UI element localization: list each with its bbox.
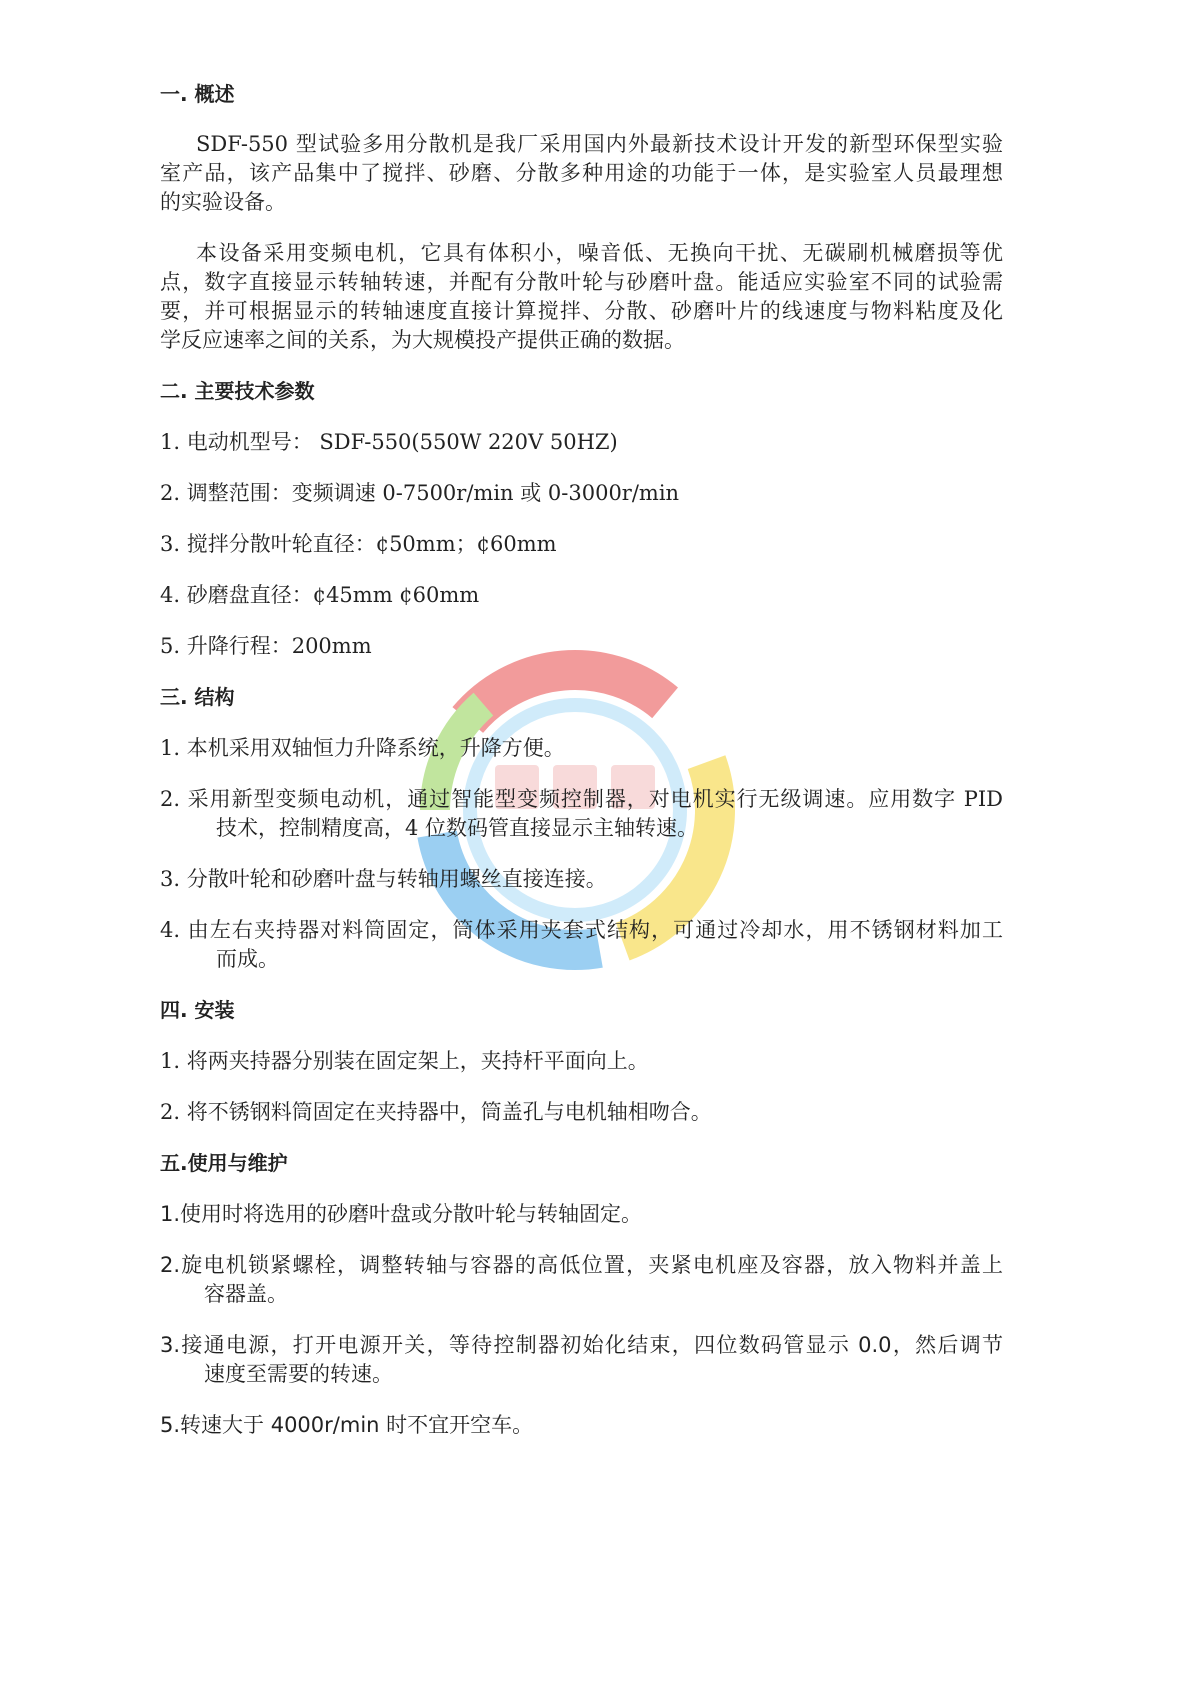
section-heading-install: 四. 安装 — [160, 998, 235, 1022]
paragraph-line: 点，数字直接显示转轴转速，并配有分散叶轮与砂磨叶盘。能适应实验室不同的试验需 — [160, 270, 1003, 294]
spec-item: 1. 电动机型号： SDF-550(550W 220V 50HZ) — [160, 430, 618, 454]
structure-item: 2. 采用新型变频电动机，通过智能型变频控制器，对电机实行无级调速。应用数字 PID — [160, 787, 1003, 811]
section-heading-structure: 三. 结构 — [160, 685, 235, 709]
structure-item-cont: 技术，控制精度高，4 位数码管直接显示主轴转速。 — [216, 816, 699, 840]
install-item: 2. 将不锈钢料筒固定在夹持器中，筒盖孔与电机轴相吻合。 — [160, 1100, 712, 1124]
structure-item: 3. 分散叶轮和砂磨叶盘与转轴用螺丝直接连接。 — [160, 867, 607, 891]
usage-item: 5.转速大于 4000r/min 时不宜开空车。 — [160, 1413, 534, 1437]
structure-item: 4. 由左右夹持器对料筒固定，筒体采用夹套式结构，可通过冷却水，用不锈钢材料加工 — [160, 918, 1003, 942]
structure-item-cont: 而成。 — [216, 947, 279, 971]
paragraph-line: 室产品，该产品集中了搅拌、砂磨、分散多种用途的功能于一体，是实验室人员最理想 — [160, 161, 1003, 185]
section-heading-usage: 五.使用与维护 — [160, 1151, 288, 1175]
spec-item: 2. 调整范围：变频调速 0-7500r/min 或 0-3000r/min — [160, 481, 680, 505]
usage-item-cont: 速度至需要的转速。 — [204, 1362, 393, 1386]
spec-item: 5. 升降行程：200mm — [160, 634, 372, 658]
paragraph-line: 的实验设备。 — [160, 190, 286, 214]
section-heading-specs: 二. 主要技术参数 — [160, 379, 315, 403]
usage-item-cont: 容器盖。 — [204, 1282, 288, 1306]
paragraph-line: 学反应速率之间的关系，为大规模投产提供正确的数据。 — [160, 328, 685, 352]
spec-item: 4. 砂磨盘直径：¢45mm ¢60mm — [160, 583, 480, 607]
paragraph-line: 要，并可根据显示的转轴速度直接计算搅拌、分散、砂磨叶片的线速度与物料粘度及化 — [160, 299, 1003, 323]
structure-item: 1. 本机采用双轴恒力升降系统，升降方便。 — [160, 736, 565, 760]
spec-item: 3. 搅拌分散叶轮直径：¢50mm；¢60mm — [160, 532, 557, 556]
section-heading-overview: 一. 概述 — [160, 82, 235, 106]
paragraph-line: SDF-550 型试验多用分散机是我厂采用国内外最新技术设计开发的新型环保型实验 — [196, 132, 1003, 156]
usage-item: 2.旋电机锁紧螺栓，调整转轴与容器的高低位置，夹紧电机座及容器，放入物料并盖上 — [160, 1253, 1003, 1277]
usage-item: 1.使用时将选用的砂磨叶盘或分散叶轮与转轴固定。 — [160, 1202, 643, 1226]
usage-item: 3.接通电源，打开电源开关，等待控制器初始化结束，四位数码管显示 0.0，然后调节 — [160, 1333, 1003, 1357]
paragraph-line: 本设备采用变频电机，它具有体积小，噪音低、无换向干扰、无碳刷机械磨损等优 — [196, 241, 1003, 265]
install-item: 1. 将两夹持器分别装在固定架上，夹持杆平面向上。 — [160, 1049, 649, 1073]
